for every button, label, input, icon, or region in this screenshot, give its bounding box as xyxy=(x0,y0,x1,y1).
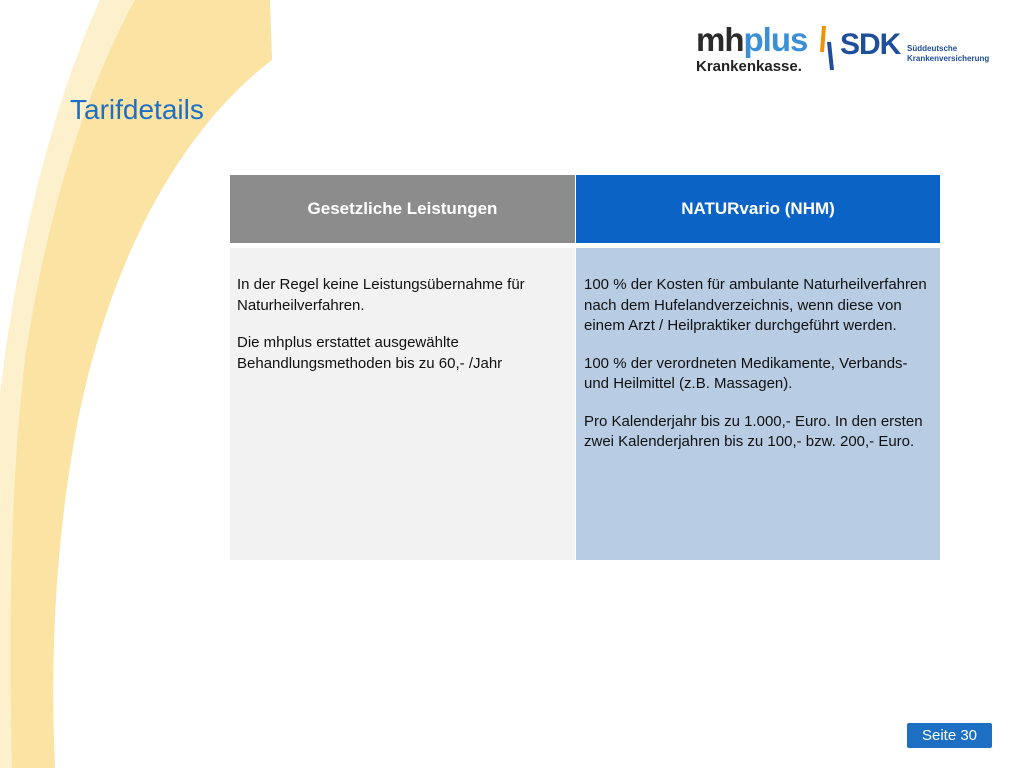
mhplus-logo-subtitle: Krankenkasse. xyxy=(696,58,802,75)
header-naturvario: NATURvario (NHM) xyxy=(576,175,940,243)
header-statutory-benefits: Gesetzliche Leistungen xyxy=(230,175,575,243)
sdk-logo xyxy=(818,22,998,74)
sdk-logo-sub-line1: Süddeutsche xyxy=(907,44,958,53)
mhplus-logo-mh: mh xyxy=(696,21,744,58)
mhplus-logo xyxy=(696,22,807,75)
sdk-logo-mark-icon xyxy=(818,22,840,74)
naturvario-paragraph-3: Pro Kalenderjahr bis zu 1.000,- Euro. In den ersten zwei Kalenderjahren bis zu 100,- bzw. 200,- Euro. xyxy=(584,412,923,450)
statutory-paragraph-2: Die mhplus erstattet ausgewählte Behandlungsmethoden bis zu 60,- /Jahr xyxy=(237,334,503,372)
slide-title: Tarifdetails xyxy=(70,94,204,125)
tariff-comparison-table xyxy=(230,175,940,560)
naturvario-paragraph-2: 100 % der verordneten Medikamente, Verbands- und Heilmittel (z.B. Massagen). xyxy=(584,354,908,392)
cell-naturvario xyxy=(576,248,940,560)
statutory-paragraph-1: In der Regel keine Leistungsübernahme für Naturheilverfahren. xyxy=(237,276,525,314)
sdk-logo-sub-line2: Krankenversicherung xyxy=(907,54,990,63)
cell-statutory-benefits xyxy=(230,248,575,560)
sdk-logo-subtitle xyxy=(907,44,989,64)
naturvario-paragraph-1: 100 % der Kosten für ambulante Naturheilverfahren nach dem Hufelandverzeichnis, wenn diese von einem Arzt / Heilpraktiker durchgeführt werden. xyxy=(584,276,927,334)
page-number-badge: Seite 30 xyxy=(907,723,992,748)
mhplus-logo-plus: plus xyxy=(743,21,808,58)
sdk-logo-name: SDK xyxy=(840,28,901,61)
